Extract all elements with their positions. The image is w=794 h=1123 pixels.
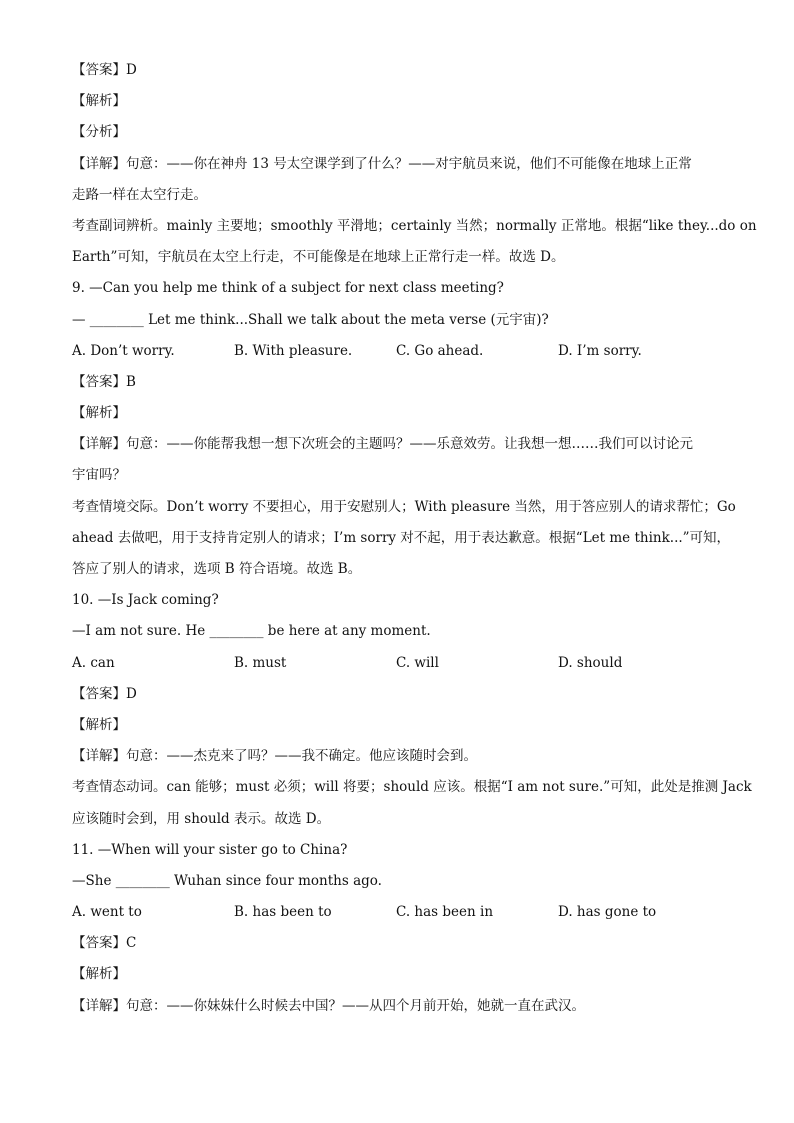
answer-label: 【答案】D xyxy=(72,62,137,78)
option-a: A. can xyxy=(72,654,115,671)
analysis-label: 【解析】 xyxy=(72,716,126,733)
question-11-stem: 11. —When will your sister go to China? xyxy=(72,841,348,858)
question-9-response: — ________ Let me think...Shall we talk about the meta verse (元宇宙)? xyxy=(72,311,549,328)
question-10-options xyxy=(72,653,732,684)
explanation-text: 考查情态动词。can 能够；must 必须；will 将要；should 应该。根据“I am not sure.”可知，此处是推测 Jack xyxy=(72,779,752,796)
option-c: C. will xyxy=(396,654,439,671)
explanation-text: 答应了别人的请求，选项 B 符合语境。故选 B。 xyxy=(72,561,362,577)
analysis-label: 【解析】 xyxy=(72,405,126,422)
explanation-text: 考查副词辨析。mainly 主要地；smoothly 平滑地；certainly 当然；normally 正常地。根据“like they...do on xyxy=(72,217,757,234)
option-d: D. I’m sorry. xyxy=(558,342,642,359)
document-page xyxy=(72,60,757,1027)
option-a: A. Don’t worry. xyxy=(72,342,175,359)
question-10-response: —I am not sure. He ________ be here at any moment. xyxy=(72,623,431,640)
detail-text: 【详解】句意：——杰克来了吗？——我不确定。他应该随时会到。 xyxy=(72,748,477,765)
option-d: D. should xyxy=(558,654,623,671)
fenxi-label: 【分析】 xyxy=(72,124,126,141)
option-b: B. has been to xyxy=(234,904,332,921)
analysis-label: 【解析】 xyxy=(72,966,126,983)
explanation-text: 考查情境交际。Don’t worry 不要担心，用于安慰别人；With pleasure 当然，用于答应别人的请求帮忙；Go xyxy=(72,498,736,515)
answer-label: 【答案】D xyxy=(72,685,137,702)
option-b: B. must xyxy=(234,654,287,671)
option-b: B. With pleasure. xyxy=(234,342,353,359)
option-d: D. has gone to xyxy=(558,904,657,921)
explanation-text: ahead 去做吧，用于支持肯定别人的请求；I’m sorry 对不起，用于表达歉意。根据“Let me think...”可知， xyxy=(72,529,731,546)
detail-text: 走路一样在太空行走。 xyxy=(72,186,207,203)
question-11-response: —She ________ Wuhan since four months ago. xyxy=(72,872,382,889)
answer-label: 【答案】C xyxy=(72,935,137,952)
detail-text: 宇宙吗？ xyxy=(72,467,126,484)
question-11-options xyxy=(72,902,732,933)
question-10-stem: 10. —Is Jack coming? xyxy=(72,592,219,609)
analysis-label: 【解析】 xyxy=(72,93,126,110)
question-9-stem: 9. —Can you help me think of a subject for next class meeting? xyxy=(72,280,504,297)
option-a: A. went to xyxy=(72,904,142,921)
option-c: C. has been in xyxy=(396,904,494,921)
explanation-text: Earth”可知，宇航员在太空上行走，不可能像是在地球上正常行走一样。故选 D。 xyxy=(72,249,565,266)
answer-label: 【答案】B xyxy=(72,373,136,390)
detail-text: 【详解】句意：——你在神舟 13 号太空课学到了什么？——对宇航员来说，他们不可能像在地球上正常 xyxy=(72,155,692,172)
option-c: C. Go ahead. xyxy=(396,342,484,359)
detail-text: 【详解】句意：——你妹妹什么时候去中国？——从四个月前开始，她就一直在武汉。 xyxy=(72,997,585,1014)
explanation-text: 应该随时会到，用 should 表示。故选 D。 xyxy=(72,810,331,827)
question-9-options xyxy=(72,341,732,372)
detail-text: 【详解】句意：——你能帮我想一想下次班会的主题吗？——乐意效劳。让我想一想……我们可以讨论元 xyxy=(72,436,693,453)
